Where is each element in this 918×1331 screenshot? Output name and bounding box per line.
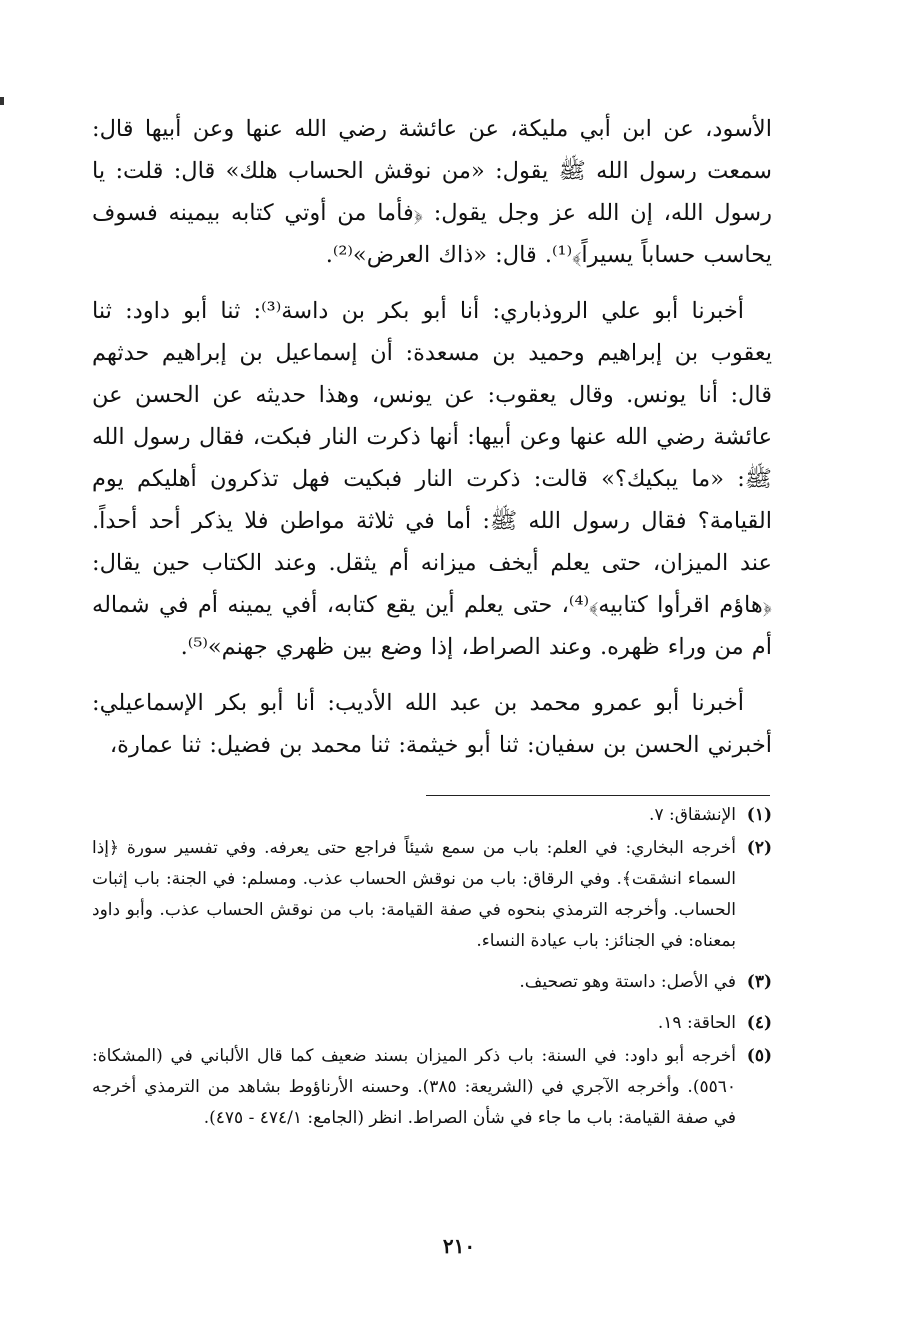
footnote-number: (٥) <box>746 1046 772 1066</box>
main-text <box>92 108 772 780</box>
footnote-divider <box>426 795 770 796</box>
footnote-text: الحاقة: ١٩. <box>657 1013 736 1033</box>
margin-mark <box>0 97 4 105</box>
footnote <box>92 1041 772 1134</box>
footnote-number: (٢) <box>746 838 772 858</box>
footnote-number: (٣) <box>746 972 772 992</box>
footnote-text: أخرجه البخاري: في العلم: باب من سمع شيئاً فراجع حتى يعرفه. وفي تفسير سورة ﴿إذا السماء انشقت﴾. وفي الرقاق: باب من نوقش الحساب عذب. ومسلم: في الجنة: باب إثبات الحساب. وأخرجه الترمذي بنحوه في صفة القيامة: باب من نوقش الحساب عذب. وأبو داود بمعناه: في الجنائز: باب عيادة النساء. <box>92 838 736 951</box>
paragraph: الأسود، عن ابن أبي مليكة، عن عائشة رضي الله عنها وعن أبيها قال: سمعت رسول الله ﷺ يقول: «من نوقش الحساب هلك» قال: قلت: يا رسول الله، إن الله عز وجل يقول: ﴿فأما من أوتي كتابه بيمينه فسوف يحاسب حساباً يسيراً﴾⁽¹⁾. قال: «ذاك العرض»⁽²⁾. <box>92 116 772 268</box>
footnote-text: أخرجه أبو داود: في السنة: باب ذكر الميزان بسند ضعيف كما قال الألباني في (المشكاة: ٥٥٦٠). وأخرجه الآجري في (الشريعة: ٣٨٥). وحسنه الأرناؤوط بشاهد من الترمذي أخرجه في صفة القيامة: باب ما جاء في شأن الصراط. انظر (الجامع: ٤٧٤/١ - ٤٧٥). <box>92 1046 736 1128</box>
footnote <box>92 967 772 998</box>
footnote <box>92 833 772 957</box>
footnote <box>92 800 772 831</box>
footnote-text: الإنشقاق: ٧. <box>649 805 736 825</box>
paragraph: أخبرنا أبو عمرو محمد بن عبد الله الأديب: أنا أبو بكر الإسماعيلي: أخبرني الحسن بن سفيان: ثنا أبو خيثمة: ثنا محمد بن فضيل: ثنا عمارة، <box>92 690 772 758</box>
footnote-number: (٤) <box>746 1013 772 1033</box>
paragraph: أخبرنا أبو علي الروذباري: أنا أبو بكر بن داسة⁽³⁾: ثنا أبو داود: ثنا يعقوب بن إبراهيم وحميد بن مسعدة: أن إسماعيل بن إبراهيم حدثهم قال: أنا يونس. وقال يعقوب: عن يونس، وهذا حديثه عن الحسن عن عائشة رضي الله عنها وعن أبيها: أنها ذكرت النار فبكت، فقال رسول الله ﷺ: «ما يبكيك؟» قالت: ذكرت النار فبكيت فهل تذكرون أهليكم يوم القيامة؟ فقال رسول الله ﷺ: أما في ثلاثة مواطن فلا يذكر أحد أحداً. عند الميزان، حتى يعلم أيخف ميزانه أم يثقل. وعند الكتاب حين يقال: ﴿هاؤم اقرأوا كتابيه﴾⁽⁴⁾، حتى يعلم أين يقع كتابه، أفي يمينه أم في شماله أم من وراء ظهره. وعند الصراط، إذا وضع بين ظهري جهنم»⁽⁵⁾. <box>92 298 772 660</box>
page-number: ٢١٠ <box>442 1234 476 1258</box>
footnote <box>92 1008 772 1039</box>
footnote-text: في الأصل: داستة وهو تصحيف. <box>519 972 736 992</box>
footnotes <box>92 800 772 1144</box>
footnote-number: (١) <box>746 805 772 825</box>
